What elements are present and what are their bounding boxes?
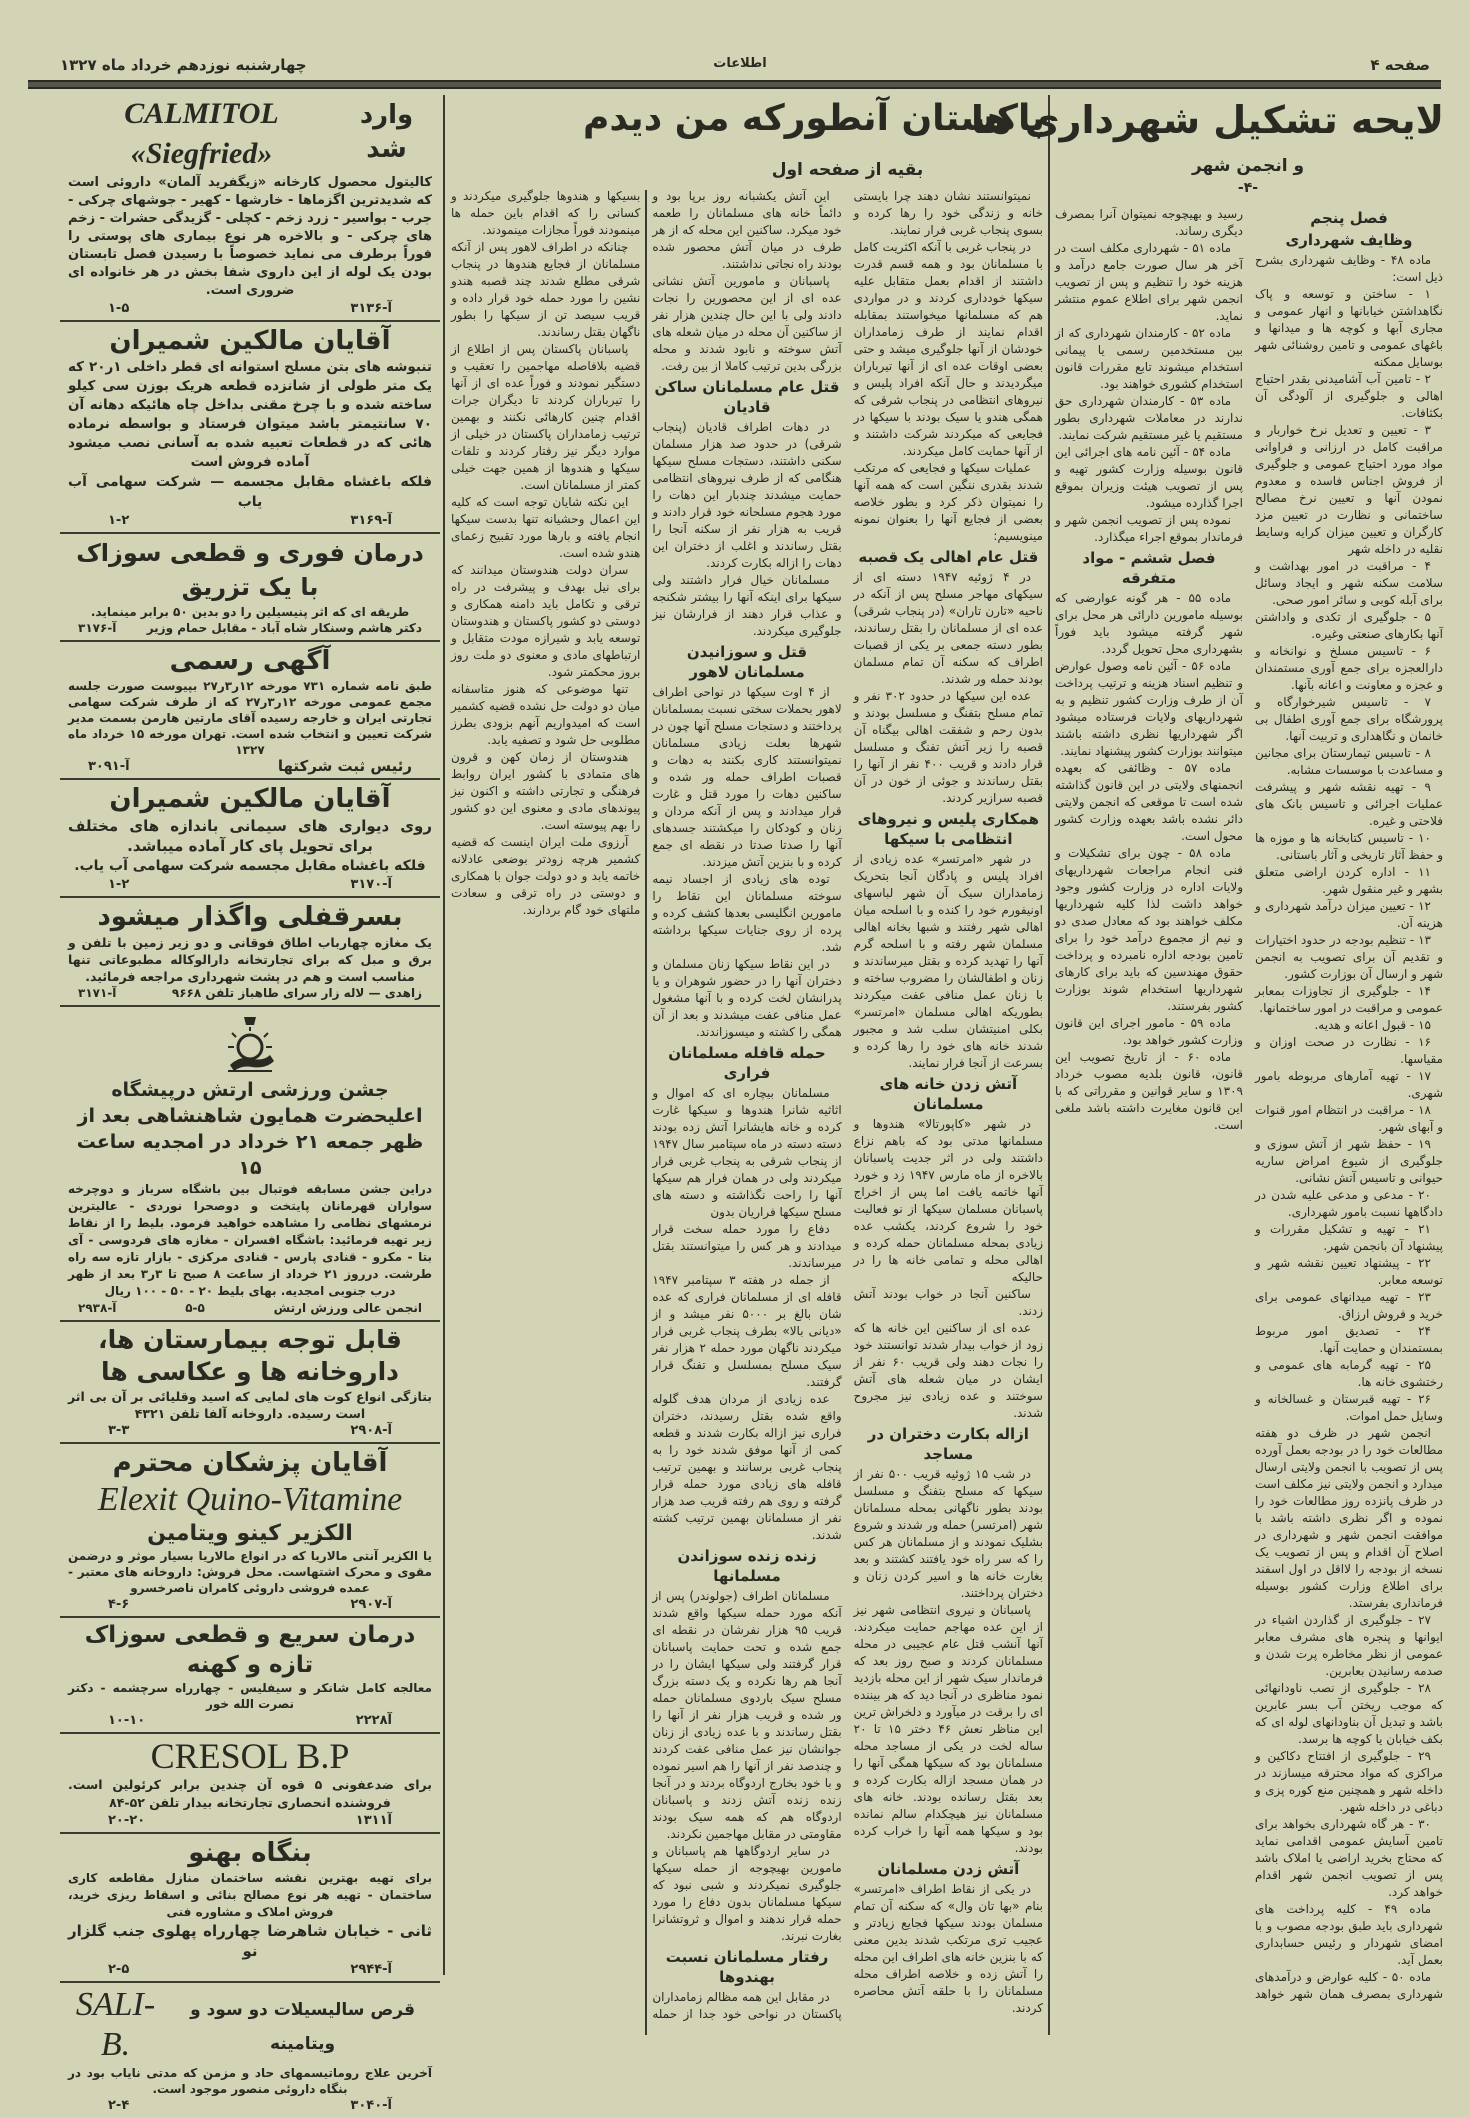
article-paragraph: مسلمانان بیچاره ای که اموال و اثاثیه شانرا هندوها و سیکها غارت کرده و خانه هایشانرا آتش زده بودند دسته دسته در ماه سپتامبر سال ۱۹۴۷ از پنجاب شرقی به پنجاب غربی فرار میکردند ولی در همان فرار هم سیکها آنها را راحت نگذاشته و دسته های مسلح سیکها فراریان بدون bbox=[652, 1086, 842, 1219]
article-paragraph: ۴ - مراقبت در امور بهداشت و سلامت سکنه شهر و ایجاد وسائل برای آبله کوبی و سائر امور صحی. bbox=[1255, 559, 1443, 607]
ad-title: درمان فوری و قطعی سوزاک با یک تزریق bbox=[76, 539, 424, 601]
section-subheading: ازاله بکارت دختران در مساجد bbox=[867, 1425, 1029, 1463]
ad-code: آ-۳۱۳۶ bbox=[350, 301, 392, 316]
section-subheading: قتل و سوزانیدن مسلمانان لاهور bbox=[686, 643, 808, 681]
ad-cresol bbox=[60, 1734, 440, 1834]
article-paragraph: ۱۷ - تهیه آمارهای مربوطه بامور شهری. bbox=[1255, 1069, 1443, 1100]
article-headline-municipal: لایحه تشکیل شهرداری ها bbox=[970, 98, 1444, 142]
ad-body: آخرین علاج روماتیسمهای حاد و مزمن که مدتی نایاب بود در بنگاه داروئی منصور موجود است. bbox=[68, 2066, 432, 2096]
ad-calmitol bbox=[60, 92, 440, 322]
article-paragraph: دفاع را مورد حمله سخت قرار میدادند و هر کس را میتوانستند بقتل میرساندند. bbox=[652, 1222, 842, 1270]
ad-signature: ثانی - خیابان شاهرضا چهارراه پهلوی جنب گلزار نو bbox=[68, 1922, 432, 1960]
ad-title: آقایان مالکین شمیران bbox=[109, 784, 391, 814]
article-paragraph: ۲۷ - جلوگیری از گذاردن اشیاء در ایوانها و پنجره های مشرف معابر عمومی از نظر مخاطره پرت شدن و صدمه رسانیدن بعابرین. bbox=[1255, 1613, 1443, 1678]
article-paragraph: ۷ - تاسیس شیرخوارگاه و پرورشگاه برای جمع آوری اطفال بی خانمان و نگاهداری و تربیت آنها. bbox=[1255, 695, 1443, 743]
ad-code: آ-۲۹۳۸ bbox=[78, 1301, 117, 1315]
ad-code: آ-۳۱۷۶ bbox=[78, 621, 117, 635]
article-paragraph: در شهر «امرتسر» عده زیادی از افراد پلیس و پادگان آنجا بتحریک زمامداران سیک آن شهر لباسهای اونیفورم خود را کنده و با اسلحه میان اهالی شهر رفتند و شبها بخانه اهالی مسلمان شهر رفته و با اسلحه گرم آنها را تهدید کرده و بقتل میرساندند و زنان و اطفالشان را مضروب ساخته و با زنان عمل منافی عفت میکردند بطوریکه اهالی مسلمان «امرتسر» بکلی امنیتشان سلب شد و مجبور شدند خانه های خود را رها کرده و بسرعت از آنجا فرار نمایند. bbox=[853, 852, 1043, 1070]
ad-army-sports-festival bbox=[60, 1007, 440, 1322]
section-subheading: حمله قافله مسلمانان فراری bbox=[668, 1044, 826, 1082]
ad-latin-title: SALI-B. bbox=[75, 1986, 156, 2063]
pakistan-article-body bbox=[451, 188, 1043, 2035]
ad-run: ۵-۵ bbox=[185, 1301, 205, 1315]
article-paragraph: ۲۶ - تهیه قبرستان و غسالخانه و وسایل حمل اموات. bbox=[1255, 1392, 1443, 1423]
article-paragraph: ۳۰ - هر گاه شهرداری بخواهد برای تامین آسایش عمومی اقدامی نماید که محتاج بخرید اراضی یا املاک باشد پس از تصویب انجمن شهر اقدام خواهد کرد. bbox=[1255, 1817, 1443, 1899]
ad-official-notice bbox=[60, 642, 440, 780]
ad-quino-vitamine bbox=[60, 1444, 440, 1618]
section-subheading: رفتار مسلمانان نسبت بهندوها bbox=[665, 1948, 829, 1986]
ad-title: جشن ورزشی ارتش درپیشگاه اعلیحضرت همایون شاهنشاهی بعد از ظهر جمعه ۲۱ خرداد در امجدیه ساعت ۱۵ bbox=[76, 1079, 424, 1179]
article-paragraph: ۲۳ - تهیه میدانهای عمومی برای خرید و فروش ارزاق. bbox=[1255, 1290, 1443, 1321]
ad-shop-lease bbox=[60, 898, 440, 1007]
article-paragraph: ماده ۵۳ - کارمندان شهرداری حق ندارند در معاملات شهرداری بطور مستقیم یا غیر مستقیم شرکت نمایند. bbox=[1055, 394, 1243, 442]
column-divider bbox=[443, 95, 445, 1975]
ad-run: ۲-۵ bbox=[108, 1962, 130, 1977]
ad-body: یک مغازه چهارباب اطاق فوقانی و دو زیر زمین با تلفن و برق و مبل که برای تجارتخانه دارالوکاله مطبوعاتی تنها مناسب است و هم در پشت شهرداری مراجعه فرمائید. bbox=[68, 935, 432, 984]
article-paragraph: ۲۱ - تهیه و تشکیل مقررات و پیشنهاد آن بانجمن شهر. bbox=[1255, 1222, 1443, 1253]
article-paragraph: ۸ - تاسیس تیمارستان برای مجانین و مساعدت با موسسات مشابه. bbox=[1255, 746, 1443, 777]
ad-body: برای تهیه بهترین نقشه ساختمان منازل مقاطعه کاری ساختمان - تهیه هر نوع مصالح بنائی و اسقاط ریزی خرید، فروش املاک و مشاوره فنی bbox=[68, 1871, 432, 1919]
ad-code: آ-۳۱۷۰ bbox=[350, 877, 392, 892]
article-paragraph: ماده ۵۵ - هر گونه عوارضی که بوسیله مامورین دارائی هر محل برای شهر گرفته میشود باید فوراً بشهرداری محل تحویل گردد. bbox=[1055, 591, 1243, 656]
ad-run: ۱۰-۱۰ bbox=[108, 1713, 146, 1728]
article-paragraph: مسلمانان اطراف (جولوندر) پس از آنکه مورد حمله سیکها واقع شدند قریب ۹۵ هزار نفرشان در نقطه ای جمع شده و تحت حمایت پاسبانان قرار گرفتند ولی سیکها ایشان را در آنجا هم رها نکرده و یک دسته بزرگ مسلح سیک باردوی مسلمانان حمله ور شده و قریب هزار نفر از آنها را بقتل رساندند و با عده زیادی از زنان جوانشان نیز عمل منافی عفت کردند و چندصد نفر از آنها را هم اسیر نموده و با خود بخارج اردوگاه بردند و در آنجا زنده زنده آتش زدند و پاسبانان اردوگاه هم که همه سیک بودند مقاومتی در مقابل مهاجمین نکردند. bbox=[652, 1589, 842, 1841]
column-divider bbox=[1048, 95, 1050, 2035]
article-paragraph: ۲ - تامین آب آشامیدنی بقدر احتیاج اهالی و جلوگیری از آلودگی آن بکثافات. bbox=[1255, 372, 1443, 420]
ad-run: ۴-۶ bbox=[108, 1597, 130, 1612]
article-paragraph: ۲۸ - جلوگیری از نصب ناودانهائی که موجب ریختن آب بسر عابرین باشد و تبدیل آن بناودانهای لوله ای که بکف خیابان یا کوچه ها برسد. bbox=[1255, 1681, 1443, 1746]
article-paragraph: آرزوی ملت ایران اینست که قضیه کشمیر هرچه زودتر بوضعی عادلانه خاتمه یابد و دو دولت جوان با همکاری و دوستی در راه ترقی و سعادت ملتهای خود گام بردارند. bbox=[451, 835, 641, 917]
article-paragraph: ۶ - تاسیس مسلخ و نوانخانه و دارالعجزه برای جمع آوری مستمندان و عجزه و معاونت و اعانه بآنها. bbox=[1255, 644, 1443, 692]
ad-code: آ۱۳۱۱ bbox=[355, 1813, 392, 1828]
ad-run: ۱-۲ bbox=[108, 513, 130, 528]
article-paragraph: عده ای از ساکنین این خانه ها که زود از خواب بیدار شدند توانستند خود را نجات دهند ولی قریب ۶۰ نفر از ایشان در میان شعله های آتش سوختند و عده زیادی نیز مجروح شدند. bbox=[853, 1321, 1044, 1420]
ad-body: معالجه کامل شانکر و سیفلیس - چهارراه سرچشمه - دکتر نصرت الله خور bbox=[68, 1681, 432, 1711]
ad-shemiran-walls bbox=[60, 780, 440, 898]
article-paragraph: پاسبانان پاکستان پس از اطلاع از قضیه بلافاصله مهاجمین را تعقیب و دستگیر نمودند و فوراً عده ای از آنها را تیرباران کردند تا دیگران جرات اقدام چنین کارهائی نکنند و بهمین ترتیب زمامداران پاکستان در خیلی از موارد دیگر نیز رفتار کردند و تلفات سیکها و هندوها از همین جهت خیلی کمتر از مسلمانان است. bbox=[451, 342, 641, 492]
section-subheading: وظایف شهرداری bbox=[1285, 231, 1413, 249]
article-paragraph: ۱۹ - حفظ شهر از آتش سوزی و جلوگیری از شیوع امراض ساریه حیوانی و تاسیس آتش نشانی. bbox=[1255, 1137, 1443, 1185]
ad-gonorrhea-treatment bbox=[60, 1618, 440, 1734]
article-paragraph: هندوستان از زمان کهن و قرون های متمادی با کشور ایران روابط فرهنگی و تجارتی داشته و اکنون نیز پیوندهای مادی و معنوی این دو کشور را بهم پیوسته است. bbox=[451, 750, 641, 832]
article-paragraph: در شب ۱۵ ژوئیه قریب ۵۰۰ نفر از سیکها که مسلح بتفنگ و مسلسل بودند بطور ناگهانی بمحله مسلمانان شهر (امرتسر) حمله ور شدند و شروع بشلیک نمودند و از مسلمانان هر کس را که سر راه خود یافتند کشتند و بعد بغارت خانه ها و اسیر کردن زنان و دختران پرداختند. bbox=[853, 1467, 1043, 1600]
ad-signature: فلکه باغشاه مقابل مجسمه — شرکت سهامی آب یاب bbox=[68, 474, 432, 510]
ad-signature: انجمن عالی ورزش ارتش bbox=[273, 1301, 422, 1315]
article-paragraph: ماده ۵۸ - چون برای تشکیلات و فنی انجام مراجعات شهرداریهای ولایات اداره در وزارت کشور وجود خواهد داشت لذا کلیه شهرداریها مکلف خواهند بود که معادل صدی دو و نیم از مجموع درآمد خود را برای تامین بودجه اداره نامبرده و پرداخت حقوق مهندسین که باید برای کارهای شهرداریها استخدام شوند بوزارت کشور بفرستند. bbox=[1055, 846, 1243, 1013]
ad-code: آ-۲۹۴۴ bbox=[350, 1962, 392, 1977]
section-subheading: آتش زدن خانه های مسلمانان bbox=[879, 1075, 1018, 1113]
article-paragraph: ماده ۴۹ - کلیه پرداخت های شهرداری باید طبق بودجه مصوب و با امضای شهردار و رئیس حسابداری بعمل آید. bbox=[1255, 1902, 1443, 1967]
section-subheading: همکاری پلیس و نیروهای انتظامی با سیکها bbox=[857, 810, 1040, 848]
article-paragraph: ماده ۵۲ - کارمندان شهرداری که از بین مستخدمین رسمی یا پیمانی استخدام میشوند تابع مقررات قانون استخدام کشوری خواهند بود. bbox=[1055, 326, 1243, 391]
article-paragraph: از جمله در هفته ۳ سپتامبر ۱۹۴۷ قافله ای از مسلمانان فراری که عده شان بالغ بر ۵۰۰۰ نفر میشد و از «دیانی بالا» بطرف پنجاب غربی فرار میکردند ناگهان مورد حمله ۲ هزار نفر سیک مسلح بمسلسل و تفنگ قرار گرفتند. bbox=[652, 1273, 842, 1389]
section-subheading: قتل عام اهالی یک قصبه bbox=[858, 548, 1039, 566]
article-paragraph: در مقابل این همه مظالم زمامداران پاکستان در نواحی خود جدا از حمله بسیکها و هندوها جلوگیری میکردند و کسانی را که اقدام باین حمله ها مینمودند فوراً مجازات مینمودند. bbox=[451, 189, 842, 2021]
ad-signature: زاهدی — لاله زار سرای طاهباز تلفن ۹۶۶۸ bbox=[171, 986, 422, 1000]
ad-code: آ-۳۰۹۱ bbox=[88, 759, 130, 774]
article-paragraph: ۱۸ - مراقبت در انتظام امور قنوات و آبهای شهر. bbox=[1255, 1103, 1443, 1134]
issue-date: چهارشنبه نوزدهم خرداد ماه ۱۳۲۷ bbox=[60, 56, 307, 74]
article-paragraph: عده این سیکها در حدود ۳۰۲ نفر و تمام مسلح بتفنگ و مسلسل بودند و بدون رحم و شفقت اهالی بیگناه آن قصبه را زیر آتش تفنگ و مسلسل قرار دادند و قریب ۴۰۰ نفر از آنها را بقتل رساندند و جوئی از خون در آن قصبه سرازیر کردند. bbox=[853, 689, 1043, 805]
article-paragraph: ۱۵ - قبول اعانه و هدیه. bbox=[1314, 1018, 1431, 1032]
article-paragraph: ساکنین آنجا در خواب بودند آتش زدند. bbox=[853, 1287, 1043, 1318]
ad-body: یا الکزیر آنتی مالاریا که در انواع مالاریا بسیار موثر و درضمن مقوی و محرک اشتهاست. محل فروش: داروخانه های معتبر - عمده فروشی داروئی کامران ناصرخسرو bbox=[68, 1549, 432, 1595]
ad-code: آ-۲۹۰۸ bbox=[350, 1423, 392, 1438]
article-paragraph: در شهر «کاپورتالا» هندوها و مسلمانها مدتی بود که باهم نزاع داشتند ولی در اثر جدیت پاسبانان بالاخره از ماه مارس ۱۹۴۷ زد و خورد آنها خاتمه یافت اما پس از اخراج پاسبانان مسلمان سیکها از نو فعالیت خود را شروع کردند، یکشب عده زیادی بمحله مسلمانان حمله کرده و اهالی محله و تمامی خانه ها را در حالیکه bbox=[853, 1117, 1044, 1284]
ad-title: آقایان پزشکان محترم bbox=[112, 1448, 388, 1478]
ad-behno-agency bbox=[60, 1834, 440, 1983]
article-paragraph: ماده ۴۸ - وظایف شهرداری بشرح ذیل است: bbox=[1255, 253, 1443, 284]
article-paragraph: ماده ۵۴ - آئین نامه های اجرائی این قانون بوسیله وزارت کشور تهیه و پس از تصویب هیئت وزیران بموقع اجرا گذارده میشود. bbox=[1055, 445, 1243, 510]
lion-and-sun-emblem-icon bbox=[220, 1013, 280, 1075]
article-paragraph: نموده پس از تصویب انجمن شهر و فرماندار بموقع اجراء میگذارد. bbox=[1055, 513, 1243, 544]
ad-title-persian: الکزیر کینو ویتامین bbox=[147, 1521, 353, 1546]
article-paragraph: مسلمانان خیال فرار داشتند ولی سیکها برای اینکه آنها را بیشتر شکنجه و عذاب قرار دهند از فرارشان نیز جلوگیری میکردند. bbox=[652, 573, 842, 638]
article-headline-pakistan: پاکستان آنطورکه من دیدم bbox=[583, 98, 1045, 139]
ad-signature: فلکه باغشاه مقابل مجسمه شرکت سهامی آب یاب. bbox=[74, 858, 426, 874]
article-paragraph: عملیات سیکها و فجایعی که مرتکب شدند بقدری ننگین است که همه آنها را نمیتوان ذکر کرد و بطور خلاصه بعضی از فجایع آنها را بعنوان نمونه مینویسیم: bbox=[853, 461, 1043, 543]
article-paragraph: انجمن شهر در ظرف دو هفته مطالعات خود را در بودجه بعمل آورده پس از تصویب با انجمن ولایتی ارسال میدارد و انجمن ولایتی نیز مکلف است در ظرف پانزده روز مطالعات خود را نموده و اگر نظری داشته باشد با موافقت انجمن شهر و شهرداری در اصلاح آن اقدام و پس از تصویب یک نسخه از بودجه را لااقل در اول اسفند برای اطلاع وزارت کشور بوسیله فرمانداری بفرستد. bbox=[1255, 1426, 1443, 1610]
article-paragraph: نمیتوانستند نشان دهند چرا بایستی خانه و زندگی خود را رها کرده و بسوی پنجاب غربی فرار نمایند. bbox=[853, 189, 1043, 237]
ad-run: ۱-۵ bbox=[108, 301, 130, 316]
ad-code: آ-۲۹۰۷ bbox=[350, 1597, 392, 1612]
ad-body: تنبوشه های بتن مسلح استوانه ای قطر داخلی ۱ر۲۰ که یک متر طولی از شانزده قطعه هریک بوزن سی کیلو ساخته شده و با چرخ مقنی بداخل چاه هائیکه دهانه آن ۷۰ سانتیمتر باشد میتوان فرستاد و بواسطه نرماده هائی که در قطعات تعبیه شده به آسانی نصب میشود آماده فروش است bbox=[68, 359, 432, 470]
article-paragraph: در سایر اردوگاهها هم پاسبانان و مامورین بهیچوجه از حمله سیکها جلوگیری نمیکردند و شبی نبود که سیکها مسلمانان بدون دفاع را مورد حمله قرار ندهند و اموال و ثروتشانرا بغارت نبرند. bbox=[652, 1844, 842, 1943]
article-paragraph: ۲۴ - تصدیق امور مربوط بمستمندان و حمایت آنها. bbox=[1255, 1324, 1443, 1355]
article-paragraph: این نکته شایان توجه است که کلیه این اعمال وحشیانه تنها بدست سیکها انجام یافته و بارها مورد تقبیح زعمای هندو شده است. bbox=[451, 495, 641, 560]
article-paragraph: ماده ۵۹ - مامور اجرای این قانون وزارت کشور خواهد بود. bbox=[1055, 1016, 1243, 1047]
ad-code: آ۲۲۲۸ bbox=[355, 1713, 392, 1728]
article-paragraph: این آتش یکشبانه روز برپا بود و دائماً خانه های مسلمانان را طعمه خود میکرد. ساکنین این محله که از هر طرف در میان آتش محصور شده بودند راه نجاتی نداشتند. bbox=[652, 189, 842, 271]
article-paragraph: ۱۳ - تنظیم بودجه در حدود اختیارات و تقدیم آن برای تصویب به انجمن شهر و ارسال آن بوزارت کشور. bbox=[1255, 933, 1443, 981]
article-paragraph: ۱۱ - اداره کردن اراضی متعلق بشهر و غیر منقول شهر. bbox=[1255, 865, 1443, 896]
ad-title: آگهی رسمی bbox=[169, 646, 331, 676]
article-paragraph: ۲۵ - تهیه گرمابه های عمومی و رختشوی خانه ها. bbox=[1255, 1358, 1443, 1389]
article-paragraph: ۵ - جلوگیری از تکدی و واداشتن آنها بکارهای صنعتی وغیره. bbox=[1255, 610, 1443, 641]
ad-code: آ-۳۱۷۱ bbox=[78, 986, 117, 1000]
article-paragraph: چنانکه در اطراف لاهور پس از آنکه مسلمانان از فجایع هندوها در پنجاب شرقی مطلع شدند چند قصبه هندو نشین را مورد حمله خود قرار داده و قریب سیصد تن از سیکها را بطور ناگهان بقتل رساندند. bbox=[451, 240, 641, 339]
ads-column bbox=[60, 92, 440, 2117]
article-paragraph: در یکی از نقاط اطراف «امرتسر» بنام «بها تان وال» که سکنه آن تمام مسلمان بودند سیکها فجایع زیادتر و عجیب تری مرتکب شدند بدین معنی که با بنزین خانه های اطراف این محله را آتش زده و خلاصه اطراف محله مسلمانان را با حلقه آتش محاصره کردند. bbox=[853, 1882, 1043, 2015]
masthead-rule bbox=[28, 80, 1441, 89]
article-paragraph: سران دولت هندوستان میدانند که برای نیل بهدف و پیشرفت در راه ترقی و تکامل باید دامنه همکاری و دوستی دو کشور پاکستان و هندوستان توسعه یابد و شیرازه مودت متقابل و ارتباطهای مادی و معنوی دو ملت روز بروز محکمتر شود. bbox=[451, 563, 641, 679]
ad-title: قابل توجه بیمارستان ها، داروخانه ها و عکاسی ها bbox=[98, 1325, 402, 1386]
ad-title: آقایان مالکین شمیران bbox=[109, 326, 391, 356]
ad-run: ۲-۴ bbox=[108, 2098, 130, 2113]
article-paragraph: توده های زیادی از اجساد نیمه سوخته مسلمانان این نقاط را مامورین انگلیسی بعدها کشف کرده و پرده از روی جنایات سیکها برداشته شد. bbox=[652, 872, 842, 954]
article-paragraph: ۱ - ساختن و توسعه و پاک نگاهداشتن خیابانها و انهار عمومی و مجاری آبها و کوچه ها و میدانها و باغهای عمومی و تامین روشنائی شهر بوسایل ممکنه bbox=[1255, 287, 1443, 369]
article-paragraph: در دهات اطراف قادیان (پنجاب شرقی) در حدود صد هزار مسلمان سکنی داشتند، دستجات مسلح سیکها هنگامی که از طرف نیروهای انتظامی حمایت میشدند چندبار این دهات را مورد هجوم مسلحانه خود قرار دادند و قریب به هزار نفر از سکنه آنجا را بقتل رساندند و اغلب از دختران این دهات را ازاله بکارت کردند. bbox=[652, 420, 842, 570]
ad-code: آ-۳۱۶۹ bbox=[350, 513, 392, 528]
newspaper-name: اطلاعات bbox=[713, 56, 767, 71]
municipal-article-body bbox=[1055, 206, 1443, 2035]
article-paragraph: ۲۹ - جلوگیری از افتتاح دکاکین و مراکزی که مواد محترقه میسازند در داخله شهر و همچنین منع کوره پزی و دباغی در داخله شهر. bbox=[1255, 1749, 1443, 1814]
article-paragraph: ماده ۵۱ - شهرداری مکلف است در آخر هر سال صورت جامع درآمد و هزینه خود را تنظیم و پس از تصویب انجمن شهر برای اطلاع عموم منتشر نماید. bbox=[1055, 241, 1243, 323]
article-paragraph: ۳ - تعیین و تعدیل نرخ خواربار و مراقبت کامل در ارزانی و فراوانی مواد مورد احتیاج عمومی و جلوگیری از فروش اجناس فاسده و معدوم نمودن آنها و تعیین نرخ مصالح ساختمانی و نظارت در تعیین مزد کارگران و تعیین میزان کرایه وسایط نقلیه در داخله شهر bbox=[1255, 423, 1443, 556]
article-paragraph: ۱۴ - جلوگیری از تجاوزات بمعابر عمومی و مراقبت در امور ساختمانها. bbox=[1255, 984, 1443, 1015]
ad-body: روی دیواری های سیمانی باندازه های مختلف برای تحویل پای کار آماده میباشد. bbox=[68, 817, 432, 855]
continued-from-label: بقیه از صفحه اول bbox=[771, 160, 924, 180]
ad-run: ۲۰-۲۰ bbox=[108, 1813, 146, 1828]
ad-latin-title: CALMITOL «Siegfried» bbox=[124, 97, 279, 170]
article-paragraph: ۱۲ - تعیین میزان درآمد شهرداری و هزینه آن. bbox=[1255, 899, 1443, 930]
article-subtitle: و انجمن شهر bbox=[1191, 156, 1305, 176]
page-number: صفحه ۴ bbox=[1370, 56, 1430, 74]
article-paragraph: پاسبانان و نیروی انتظامی شهر نیز از این عده مهاجم حمایت میکردند. آنها آنشب قتل عام عجیبی در محله مسلمانان کردند و صبح روز بعد که فرماندار سیک شهر از این محله بازدید نمود مناظری در آنجا دید که هر بیننده ای را برقت در میآورد و دلخراش ترین این مناظر نعش ۴۶ دختر ۱۵ تا ۲۰ ساله لخت در یکی از مساجد محله مسلمانان بود که سیکها همگی آنها را در همان مسجد ازاله بکارت کرده و بعد بقتل رسانده بودند. خانه های مسلمانان نیز هیچکدام سالم نمانده بود و سیکها همه آنها را خراب کرده بودند. bbox=[853, 1603, 1044, 1855]
ad-sali-b bbox=[60, 1983, 440, 2117]
article-paragraph: ۹ - تهیه نقشه شهر و پیشرفت عملیات اجرائی و تاسیس بانک های فلاحتی و غیره. bbox=[1255, 780, 1443, 828]
article-paragraph: ۱۶ - نظارت در صحت اوزان و مقیاسها. bbox=[1255, 1035, 1443, 1066]
article-paragraph: ۲۲ - پیشنهاد تعیین نقشه شهر و توسعه معابر. bbox=[1255, 1256, 1443, 1287]
article-paragraph: از ۴ اوت سیکها در نواحی اطراف لاهور بحملات سختی نسبت بمسلمانان پرداختند و دستجات مسلح آنها چون در شهرها بعلت زیادی مسلمانان نمیتوانستند کاری بکنند به دهات و قصبات اطراف حمله ور شده و ساکنین دهات را مورد قتل و غارت قرار میدادند و پس از آنکه مردان و زنان و کودکان را میکشتند جسدهای آنها را صدتا صدتا در نقطه ای جمع کرده و با بنزین آتش میزدند. bbox=[652, 685, 842, 869]
article-paragraph: ماده ۶۰ - از تاریخ تصویب این قانون، قانون بلدیه مصوب خرداد ۱۳۰۹ و سایر قوانین و مقرراتی که با این قانون مغایرت داشته باشد ملغی است. bbox=[1055, 1050, 1243, 1132]
article-paragraph: در پنجاب غربی با آنکه اکثریت کامل با مسلمانان بود و همه قسم قدرت داشتند از اقدام بعمل متقابل علیه سیکها خودداری کردند و در مواردی هم که مسلمانها میخواستند بمقابله اقدام نمایند از طرف زمامداران خودشان از آنها جلوگیری میشد و حتی بعضی اوقات عده ای از آنها تیرباران میگردیدند و حال آنکه افراد پلیس و نیروهای انتظامی در پنجاب شرقی که همگی هندو یا سیک بودند با سیکها در فجایعی که میکردند شرکت داشتند و از آنها حمایت کامل میکردند. bbox=[853, 240, 1043, 458]
ad-body: کالیتول محصول کارخانه «زیگفرید آلمان» داروئی است که شدیدترین اگزماها - خارشها - کهیر - جوشهای چرکی - جرب - بواسیر - زرد زخم - کچلی - گزیدگی حشرات - زخم های چرکی - و بالاخره هر نوع بیماری های پوستی را فوراً برطرف می نماید خصوصاً با رسیدن فصل تابستان بودن یک لوله از این داروی شفا بخش در هر خانواده ای ضروری است. bbox=[68, 175, 432, 298]
ad-latin-title: CRESOL B.P bbox=[150, 1736, 350, 1776]
section-subheading: زنده زنده سوزاندن مسلمانها bbox=[677, 1547, 817, 1585]
article-part-number: -۴- bbox=[1237, 180, 1259, 196]
section-subheading: فصل ششم - مواد متفرقه bbox=[1082, 549, 1216, 587]
article-paragraph: تنها موضوعی که هنوز متاسفانه میان دو دولت حل نشده قضیه کشمیر است که امیدواریم آنهم بزودی بطرز مطلوبی حل شود و تصفیه یابد. bbox=[451, 682, 641, 747]
ad-body: بتازگی انواع کوت های لمایی که اسید وقلیائی بر آن بی اثر است رسیده. داروخانه آلفا تلفن ۴۳۲۱ bbox=[68, 1389, 432, 1421]
article-paragraph: پاسبانان و مامورین آتش نشانی عده ای از این محصورین را نجات دادند ولی با این حال چندین هزار نفر از ساکنین آن محله در میان شعله های آتش سوخته و نابود شدند و محله بزرگی بدین ترتیب کاملا از بین رفت. bbox=[652, 274, 842, 373]
ad-latin-title: Elexit Quino-Vitamine bbox=[97, 1481, 403, 1518]
article-paragraph: ماده ۵۷ - وظائفی که بعهده انجمنهای ولایتی در این قانون گذاشته شده است تا موقعی که انجمن ولایتی دائر نشده باشد بعهده وزارت کشور محول است. bbox=[1055, 761, 1243, 843]
ad-title: وارد شد bbox=[359, 100, 414, 164]
ad-code: آ-۳۰۴۰ bbox=[350, 2098, 392, 2113]
article-paragraph: عده زیادی از مردان هدف گلوله واقع شده بقتل رسیدند، دختران فراری نیز ازاله بکارت شدند و قطعه کمی از آنها موفق شدند خود را به پنجاب غربی برسانند و بهمین ترتیب قافله های زیادی مورد حمله قرار گرفته و روی هم رفته قریب صد هزار نفر از مسلمانان بهمین ترتیب کشته شدند. bbox=[652, 1392, 842, 1542]
ad-body: برای ضدعفونی ۵ قوه آن چندین برابر کرئولین است. فروشنده انحصاری تجارتخانه بیدار تلفن ۵۲-۸۴ bbox=[68, 1777, 432, 1810]
article-paragraph: ۱۰ - تاسیس کتابخانه ها و موزه ها و حفظ آثار تاریخی و آثار باستانی. bbox=[1255, 831, 1443, 862]
article-paragraph: ماده ۵۰ - کلیه عوارض و درآمدهای شهرداری بمصرف همان شهر خواهد رسید و بهیچوجه نمیتوان آنرا بمصرف دیگری رساند. bbox=[1055, 207, 1443, 2001]
article-paragraph: ماده ۵۶ - آئین نامه وصول عوارض و تنظیم اسناد هزینه و ترتیب پرداخت آن از طرف وزارت کشور تنظیم و به شهرداریهای ولایات فرستاده میشود اگر شهرداریها نظری داشته باشند میتوانند بوزارت کشور پیشنهاد نمایند. bbox=[1055, 659, 1243, 758]
section-subheading: فصل پنجم bbox=[1310, 209, 1388, 227]
ad-gonorrhea-injection bbox=[60, 534, 440, 642]
ad-body: طبق نامه شماره ۷۳۱ مورخه ۱۲ر۳ر۲۷ بپیوست صورت جلسه مجمع عمومی مورخه ۱۲ر۳ر۲۷ که از طرف شرکت سهامی تجارتی ایران و خارجه رسیده آقای مارتین هارمن بسمت مدیر شرکت تعیین و انتخاب شده است. تهران مورخه ۱۵ خرداد ماه ۱۳۲۷ bbox=[68, 679, 432, 757]
ad-body: طریقه ای که اثر پنیسیلین را دو بدین ۵۰ برابر مینماید. bbox=[90, 605, 410, 619]
article-paragraph: در این نقاط سیکها زنان مسلمان و دختران آنها را در حضور شوهران و یا پدرانشان لخت کرده و با آنها مشغول عمل منافی عفت میشدند و بعد از آن همگی را کشته و میسوزاندند. bbox=[652, 957, 842, 1039]
article-paragraph: ۲۰ - مدعی و مدعی علیه شدن در دادگاهها نسبت بامور شهرداری. bbox=[1255, 1188, 1443, 1219]
ad-run: ۳-۳ bbox=[108, 1423, 130, 1438]
ad-lab-coats bbox=[60, 1322, 440, 1444]
section-subheading: قتل عام مسلمانان ساکن قادیان bbox=[654, 378, 840, 416]
ad-title: بسرقفلی واگذار میشود bbox=[97, 902, 403, 932]
ad-signature: رئیس ثبت شرکتها bbox=[277, 757, 412, 775]
ad-body: دراین جشن مسابقه فوتبال بین باشگاه سرباز و دوچرخه سواران قهرمانان پایتخت و دوصحرا نوردی - عالیترین نرمشهای نظامی را مشاهده خواهید فرمود. بلیط را از نقاط زیر تهیه فرمائید: باشگاه افسران - مغازه های فردوسی - آی بتا - مکرو - قنادی پارس - قنادی مرکزی - بازار تازه سه راه طرشت. درروز ۲۱ خرداد از ساعت ۸ صبح تا ۳ر۳ بعد از ظهر درب جنوبی امجدیه. بهای بلیط ۲۰ - ۵۰ - ۱۰۰ ریال bbox=[68, 1182, 433, 1298]
section-subheading: آتش زدن مسلمانان bbox=[877, 1860, 1020, 1878]
ad-title: درمان سریع و قطعی سوزاک تازه و کهنه bbox=[84, 1622, 416, 1678]
ad-title: بنگاه بهنو bbox=[188, 1838, 312, 1868]
ad-title-persian: قرص سالیسیلات دو سود و ویتامینه bbox=[190, 2000, 415, 2054]
ad-signature: دکتر هاشم وسنکار شاه آباد - مقابل حمام وزیر bbox=[146, 621, 422, 635]
ad-run: ۱-۲ bbox=[108, 877, 130, 892]
ad-shemiran-pipes bbox=[60, 322, 440, 534]
article-paragraph: در ۴ ژوئیه ۱۹۴۷ دسته ای از سیکهای مهاجر مسلح پس از آنکه در ناحیه «تارن تاران» (در پنجاب شرقی) عده ای از مسلمانان را بقتل رساندند، بطور دسته جمعی بر یکی از قصبات اطراف که سکنه آن تمام مسلمان بودند حمله ور شدند. bbox=[853, 570, 1043, 686]
